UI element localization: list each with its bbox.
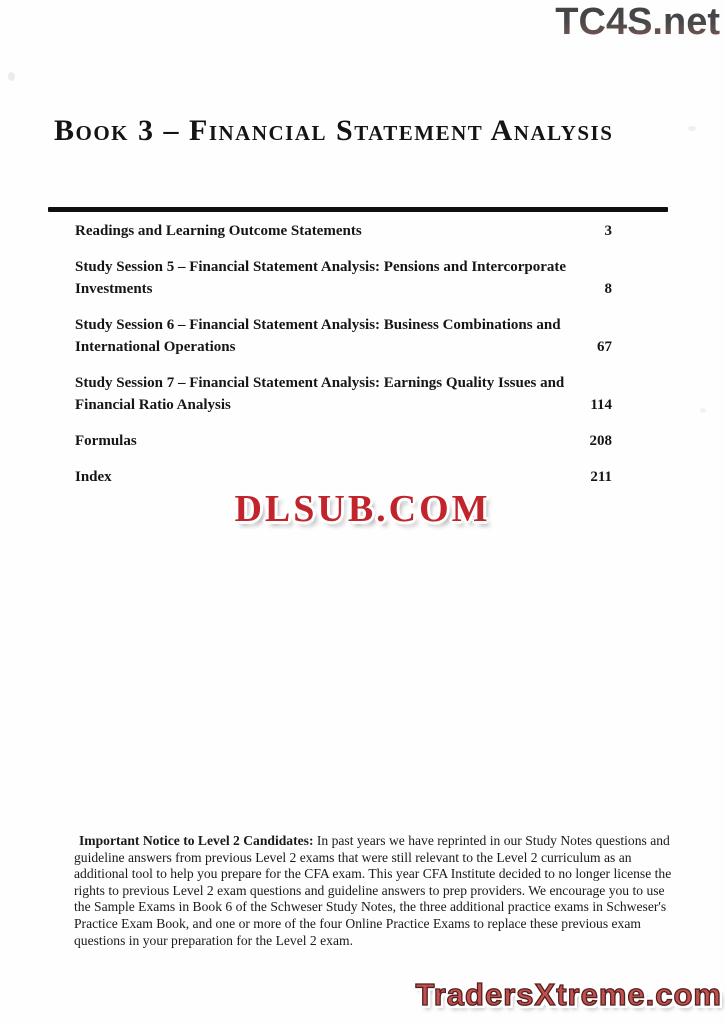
important-notice [74,833,675,949]
scan-speck [700,408,706,413]
toc-row [75,220,612,242]
scan-speck [8,72,15,81]
toc-entry-title: Study Session 7 – Financial Statement Analysis: Earnings Quality Issues and Financial Ratio Analysis [75,375,565,413]
toc-entry-title: Study Session 5 – Financial Statement Analysis: Pensions and Intercorporate Investments [75,259,567,297]
watermark-dlsub: DLSUB.COM [234,488,491,530]
toc-entry-page: 208 [589,433,612,449]
toc-entry-page: 114 [590,397,612,413]
toc-entry-title: Index [75,469,112,485]
toc-entry-title: Readings and Learning Outcome Statements [75,223,362,239]
toc-entry-page: 67 [597,339,612,355]
toc-entry-page: 211 [590,469,612,485]
toc-entry-page: 3 [604,223,612,239]
watermark-tradersxtreme: TradersXtreme.com [415,977,722,1012]
notice-lead: Important Notice to Level 2 Candidates: [79,833,314,848]
toc-entry-title: Formulas [75,433,137,449]
toc-row [75,466,612,488]
notice-body: In past years we have reprinted in our Study Notes questions and guideline answers from previous Level 2 exams that were still relevant to the Level 2 curriculum as an additional tool to help you prepare for the CFA exam. This year CFA Institute decided to no longer license the rights to previous Level 2 exam questions and guideline answers to prep providers. We encourage you to use the Sample Exams in Book 6 of the Schweser Study Notes, the three additional practice exams in Schweser's Practice Exam Book, and one or more of the four Online Practice Exams to replace these previous exam questions in your preparation for the Level 2 exam. [74,833,672,948]
toc-row [75,430,612,452]
toc-row [75,256,612,300]
toc-divider-rule [48,207,668,212]
page-title: Book 3 – Financial Statement Analysis [54,114,614,147]
watermark-tc4s: TC4S.net [555,1,720,43]
table-of-contents [75,220,612,502]
toc-row [75,372,612,416]
toc-row [75,314,612,358]
toc-entry-title: Study Session 6 – Financial Statement Analysis: Business Combinations and International Operations [75,317,561,355]
scan-speck [688,126,696,131]
toc-entry-page: 8 [604,281,612,297]
